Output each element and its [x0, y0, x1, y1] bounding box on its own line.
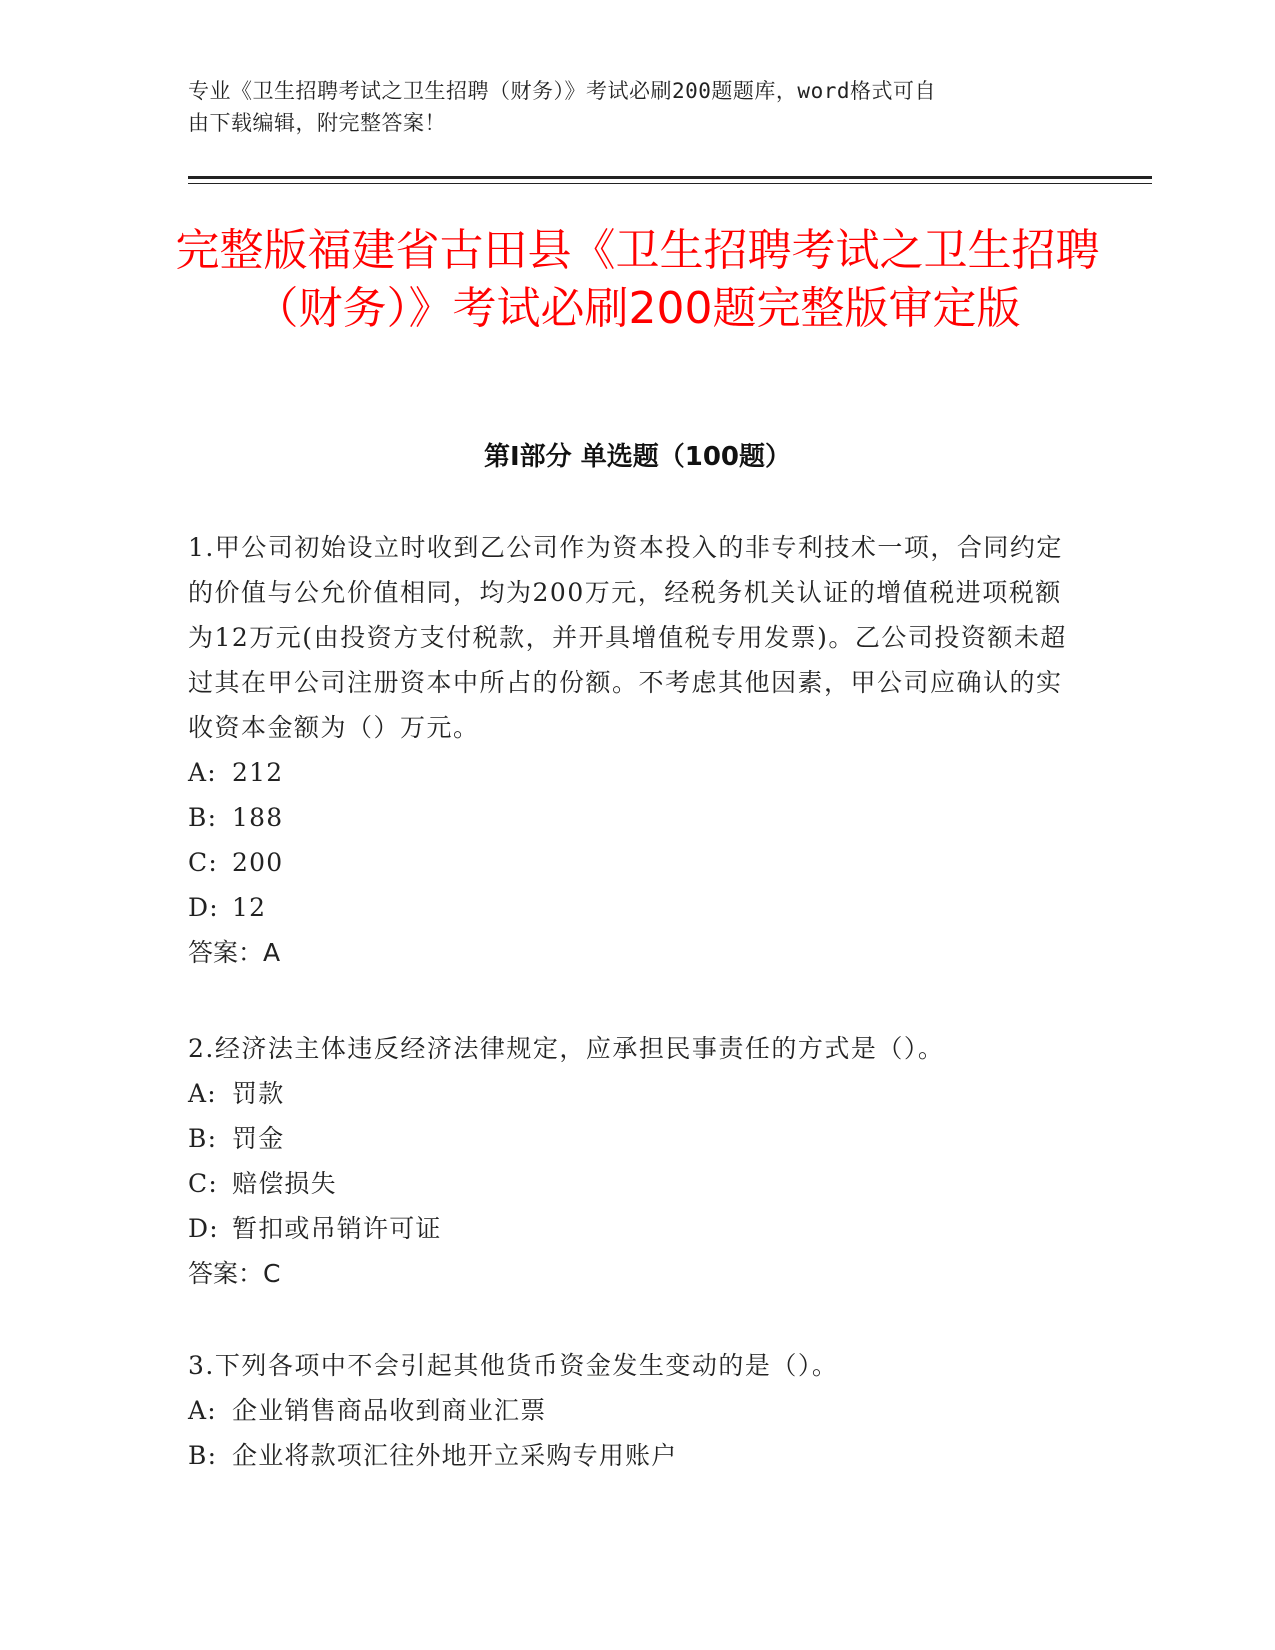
header-note-line-2: 由下载编辑，附完整答案！ [188, 111, 446, 135]
option-label: A: [188, 1396, 217, 1425]
option-a [188, 1071, 1068, 1116]
option-text: 188 [232, 803, 284, 832]
option-b [188, 795, 1068, 840]
answer-key: 答案：A [188, 938, 281, 967]
option-label: C: [188, 848, 218, 877]
question-2 [188, 1026, 1068, 1296]
option-label: D: [188, 1214, 219, 1243]
option-a [188, 1388, 1068, 1433]
option-text: 12 [232, 893, 267, 922]
option-text: 赔偿损失 [232, 1169, 337, 1198]
option-text: 企业将款项汇往外地开立采购专用账户 [232, 1441, 678, 1470]
option-a [188, 750, 1068, 795]
question-stem: 1.甲公司初始设立时收到乙公司作为资本投入的非专利技术一项，合同约定的价值与公允价值相同，均为200万元，经税务机关认证的增值税进项税额为12万元(由投资方支付税款，并开具增值税专用发票)。乙公司投资额未超过其在甲公司注册资本中所占的份额。不考虑其他因素，甲公司应确认的实收资本金额为（）万元。 [188, 533, 1067, 742]
option-d [188, 885, 1068, 930]
option-label: B: [188, 803, 218, 832]
option-text: 罚款 [232, 1079, 285, 1108]
option-label: B: [188, 1441, 218, 1470]
option-label: C: [188, 1169, 218, 1198]
option-text: 200 [232, 848, 284, 877]
option-label: A: [188, 1079, 217, 1108]
option-text: 212 [232, 758, 284, 787]
option-text: 企业销售商品收到商业汇票 [232, 1396, 547, 1425]
header-note-line-1: 专业《卫生招聘考试之卫生招聘（财务）》考试必刷200题题库，word格式可自 [188, 79, 936, 103]
section-title: 第Ⅰ部分 单选题（100题） [484, 442, 791, 472]
header-divider-thick [188, 176, 1152, 179]
option-label: D: [188, 893, 219, 922]
question-3 [188, 1343, 1068, 1478]
document-title: 完整版福建省古田县《卫生招聘考试之卫生招聘（财务）》考试必刷200题完整版审定版 [175, 225, 1100, 334]
option-text: 罚金 [232, 1124, 285, 1153]
option-c [188, 840, 1068, 885]
option-d [188, 1206, 1068, 1251]
option-b [188, 1116, 1068, 1161]
option-label: A: [188, 758, 217, 787]
option-b [188, 1433, 1068, 1478]
question-stem: 3.下列各项中不会引起其他货币资金发生变动的是（）。 [188, 1351, 839, 1380]
header-note [188, 75, 1068, 139]
option-label: B: [188, 1124, 218, 1153]
question-1 [188, 525, 1068, 975]
answer-key: 答案：C [188, 1259, 281, 1288]
header-divider-thin [188, 183, 1152, 184]
option-text: 暂扣或吊销许可证 [232, 1214, 442, 1243]
option-c [188, 1161, 1068, 1206]
question-stem: 2.经济法主体违反经济法律规定，应承担民事责任的方式是（）。 [188, 1034, 945, 1063]
